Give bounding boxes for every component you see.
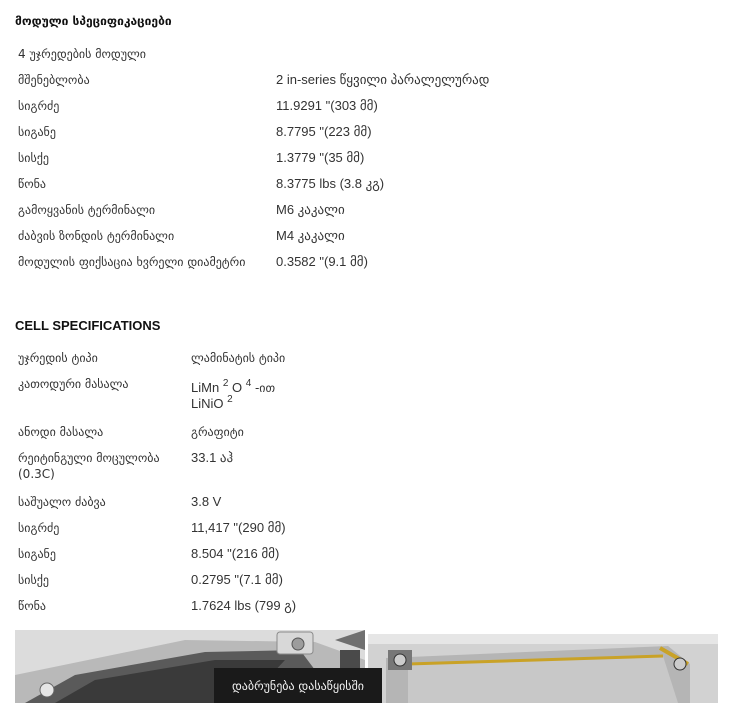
formula-part: O xyxy=(232,380,243,395)
table-row xyxy=(14,46,493,72)
spec-label: გამოყვანის ტერმინალი xyxy=(18,203,156,217)
spec-label: სიგრძე xyxy=(18,99,60,113)
table-row xyxy=(14,494,300,520)
table-row xyxy=(14,376,300,424)
formula-sub: 2 xyxy=(227,393,233,405)
back-to-top-button[interactable]: დაბრუნება დასაწყისში xyxy=(214,668,382,703)
spec-value: 8.7795 "(223 მმ) xyxy=(276,124,372,139)
spec-label: საშუალო ძაბვა xyxy=(18,495,106,509)
spec-value: 1.7624 lbs (799 გ) xyxy=(191,598,297,613)
table-row xyxy=(14,546,300,572)
spec-value: გრაფიტი xyxy=(191,425,244,439)
cell-spec-table xyxy=(14,350,300,624)
table-row xyxy=(14,98,493,124)
formula-part: LiNiO xyxy=(191,396,224,411)
cell-photo-image xyxy=(368,634,718,703)
spec-value: ლამინატის ტიპი xyxy=(191,351,286,365)
spec-label: მოდულის ფიქსაცია ხვრელი დიამეტრი xyxy=(18,255,246,269)
spec-value: 2 in-series წყვილი პარალელურად xyxy=(276,72,490,87)
table-row xyxy=(14,228,493,254)
formula-part: LiMn xyxy=(191,380,220,395)
spec-label: სისქე xyxy=(18,151,49,165)
module-spec-title: მოდული სპეციფიკაციები xyxy=(15,14,172,28)
spec-value: 1.3779 "(35 მმ) xyxy=(276,150,365,165)
table-row xyxy=(14,598,300,624)
spec-value: M6 კაკალი xyxy=(276,202,345,217)
formula-sub: 4 xyxy=(245,377,252,389)
spec-label: მშენებლობა xyxy=(18,73,90,87)
spec-label: სიგრძე xyxy=(18,521,60,535)
capacity-rate: (0.3C) xyxy=(18,467,55,481)
spec-value: 11.9291 "(303 მმ) xyxy=(276,98,378,113)
table-row xyxy=(14,124,493,150)
spec-value: 0.2795 "(7.1 მმ) xyxy=(191,572,283,587)
formula-suffix: -ით xyxy=(254,381,276,395)
table-row xyxy=(14,72,493,98)
spec-label: უჯრედის ტიპი xyxy=(18,351,98,365)
spec-value: 8.3775 lbs (3.8 კგ) xyxy=(276,176,385,191)
spec-label: ძაბვის ზონდის ტერმინალი xyxy=(18,229,175,243)
spec-value xyxy=(272,46,493,72)
table-row xyxy=(14,150,493,176)
spec-label: სისქე xyxy=(18,573,49,587)
formula-sub: 2 xyxy=(222,377,229,389)
spec-value: 3.8 V xyxy=(191,494,222,509)
cathode-formula xyxy=(187,376,300,424)
table-row xyxy=(14,350,300,376)
capacity-label: რეიტინგული მოცულობა xyxy=(18,451,160,465)
table-row xyxy=(14,424,300,450)
spec-label: სიგანე xyxy=(18,125,56,139)
spec-label: ანოდი მასალა xyxy=(18,425,104,439)
table-row xyxy=(14,520,300,546)
table-row xyxy=(14,254,493,280)
cell-photo xyxy=(368,634,718,703)
spec-label: წონა xyxy=(18,177,47,191)
spec-label: წონა xyxy=(18,599,47,613)
table-row xyxy=(14,176,493,202)
module-spec-table xyxy=(14,46,493,280)
table-row xyxy=(14,202,493,228)
spec-label: სიგანე xyxy=(18,547,56,561)
spec-value: 8.504 "(216 მმ) xyxy=(191,546,280,561)
table-row xyxy=(14,450,300,494)
spec-value: 33.1 აჰ xyxy=(191,450,234,465)
cell-spec-title: CELL SPECIFICATIONS xyxy=(15,318,161,333)
spec-value: 11,417 "(290 მმ) xyxy=(191,520,286,535)
spec-label: 4 უჯრედების მოდული xyxy=(18,47,146,61)
spec-label xyxy=(14,450,187,494)
spec-label: კათოდური მასალა xyxy=(18,377,129,391)
spec-value: M4 კაკალი xyxy=(276,228,345,243)
spec-value: 0.3582 "(9.1 მმ) xyxy=(276,254,368,269)
table-row xyxy=(14,572,300,598)
